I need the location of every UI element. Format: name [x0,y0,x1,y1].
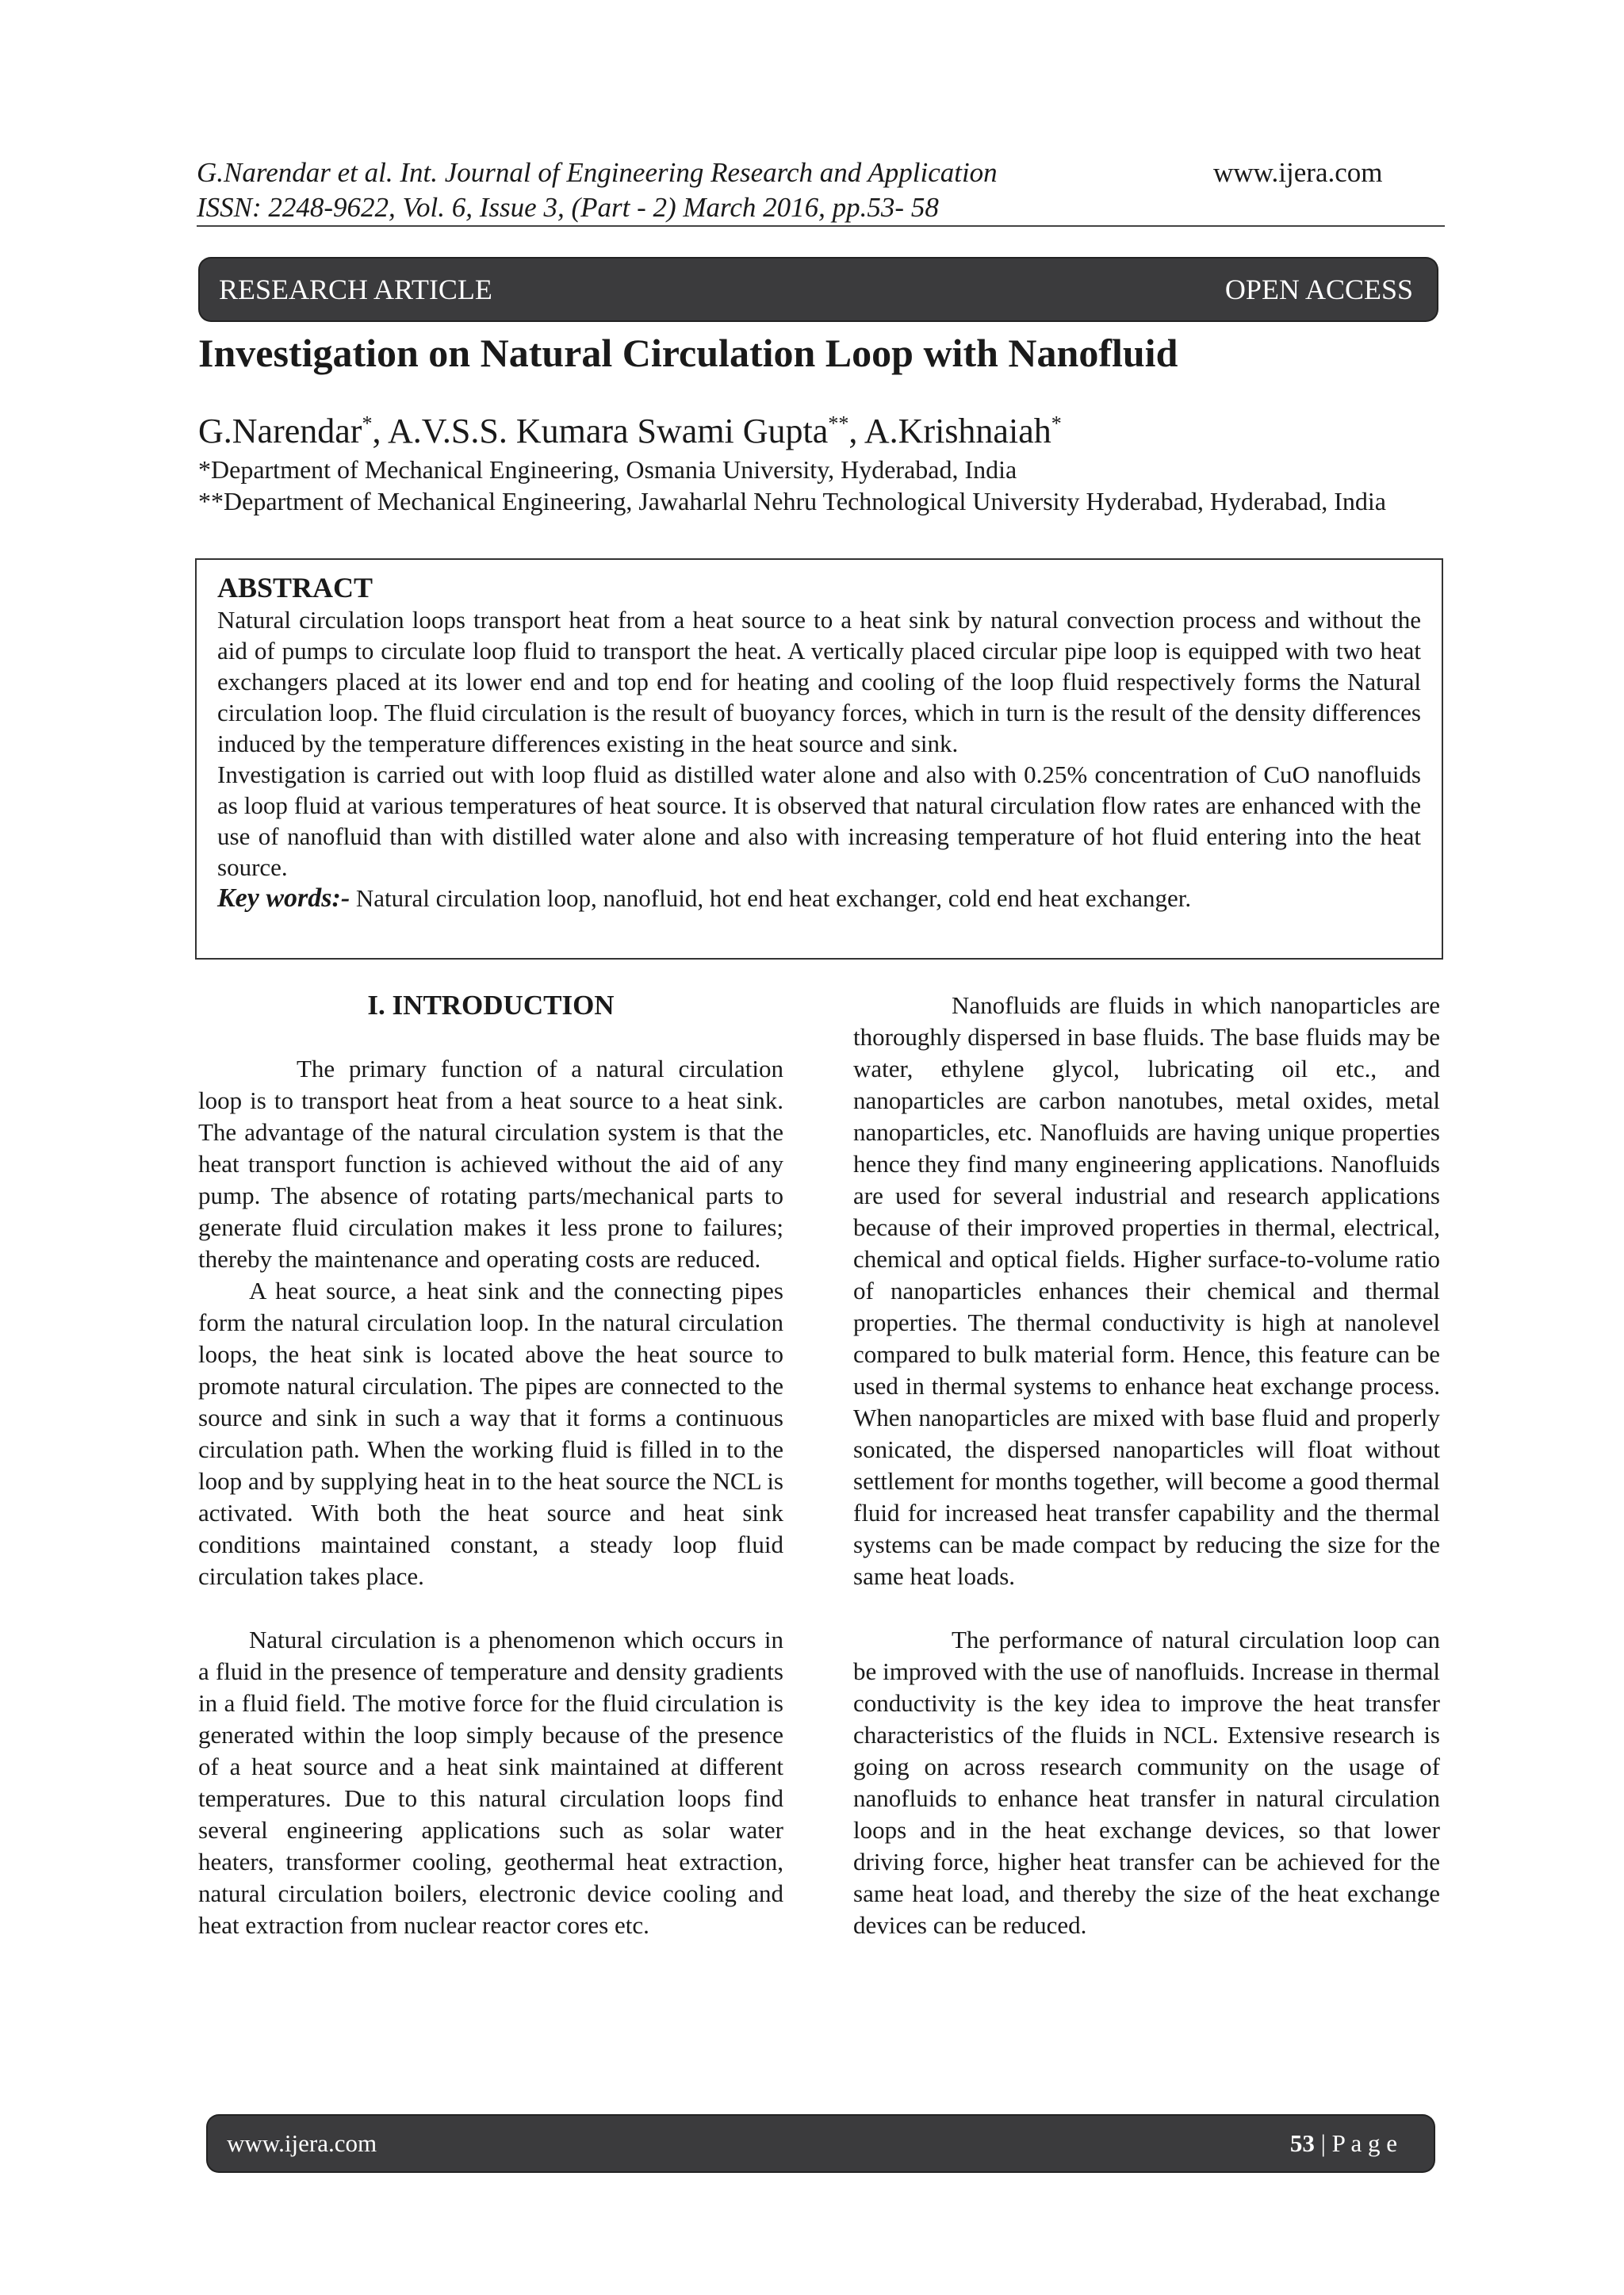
open-access-label: OPEN ACCESS [1224,274,1413,305]
affiliation-mark: * [1051,412,1062,435]
author-name: , A.Krishnaiah [848,412,1051,450]
keywords-label: Key words:- [217,883,350,913]
author-name: , A.V.S.S. Kumara Swami Gupta [372,412,829,450]
page-number-label [1290,2128,1397,2159]
body-paragraph: Natural circulation is a phenomenon which occurs in a fluid in the presence of temperature and density gradients in a fluid field. The motive force for the fluid circulation is generated within the loop simply because of the presence of a heat source and a heat sink maintained at different temperatures. Due to this natural circulation loops find several engineering applications such as solar water heaters, transformer cooling, geothermal heat extraction, natural circulation boilers, electronic device cooling and heat extraction from nuclear reactor cores etc. [198,1626,783,1939]
keywords-line [217,883,1421,914]
keywords-text: Natural circulation loop, nanofluid, hot end heat exchanger, cold end heat exchanger. [350,884,1192,912]
issn-line: ISSN: 2248-9622, Vol. 6, Issue 3, (Part - 2) March 2016, pp.53- 58 [197,192,939,223]
research-article-label: RESEARCH ARTICLE [219,274,492,305]
page-footer [208,2116,1434,2171]
affiliation-mark: ** [828,412,849,435]
body-paragraph: The primary function of a natural circulation loop is to transport heat from a heat source to a heat sink. The advantage of the natural circulation system is that the heat transport function is achieved without the aid of any pump. The absence of rotating parts/mechanical parts to generate fluid circulation makes it less prone to failures; thereby the maintenance and operating costs are reduced. [198,1055,783,1273]
author-name: G.Narendar [198,412,362,450]
affiliation-mark: * [362,412,373,435]
article-type-banner [200,259,1437,320]
abstract-paragraph: Natural circulation loops transport heat from a heat source to a heat sink by natural convection process and without the aid of pumps to circulate loop fluid to transport the heat. A vertically placed circular pipe loop is equipped with two heat exchangers placed at its lower end and top end for heating and cooling of the loop fluid respectively forms the Natural circulation loop. The fluid circulation is the result of buoyancy forces, which in turn is the result of the density differences induced by the temperature differences existing in the heat source and sink. [217,606,1421,757]
abstract-body [217,604,1421,914]
abstract-box [195,558,1443,960]
footer-website-link[interactable]: www.ijera.com [227,2129,377,2157]
abstract-heading: ABSTRACT [217,572,373,603]
body-paragraph: The performance of natural circulation loop can be improved with the use of nanofluids. Increase in thermal conductivity is the key idea to improve the heat transfer characteristics of the fluids in NCL. Extensive research is going on across research community on the usage of nanofluids to enhance heat transfer in natural circulation loops and in the heat exchange devices, so that lower driving force, higher heat transfer can be achieved for the same heat load, and thereby the size of the heat exchange devices can be reduced. [853,1626,1440,1939]
page-label: | P a g e [1314,2129,1397,2157]
abstract-paragraph: Investigation is carried out with loop fluid as distilled water alone and also with 0.25% concentration of CuO nanofluids as loop fluid at various temperatures of heat source. It is observed that natural circulation flow rates are enhanced with the use of nanofluid than with distilled water alone and also with increasing temperature of hot fluid entering into the heat source. [217,761,1421,881]
affiliations [198,454,1443,517]
author-list [198,409,1062,454]
page-number: 53 [1289,2129,1315,2157]
header-divider [197,225,1445,227]
header-website-link[interactable]: www.ijera.com [1213,157,1383,188]
right-column [853,990,1440,1941]
journal-citation: G.Narendar et al. Int. Journal of Engineering Research and Application [197,157,998,188]
affiliation-2: **Department of Mechanical Engineering, Jawaharlal Nehru Technological University Hyderabad, Hyderabad, India [198,487,1386,515]
left-column [198,988,783,1941]
body-paragraph: A heat source, a heat sink and the connecting pipes form the natural circulation loop. In the natural circulation loops, the heat sink is located above the heat source to promote natural circulation. The pipes are connected to the source and sink in such a way that it forms a continuous circulation path. When the working fluid is filled in to the loop and by supplying heat in to the heat source the NCL is activated. With both the heat source and heat sink conditions maintained constant, a steady loop fluid circulation takes place. [198,1277,783,1590]
body-paragraph: Nanofluids are fluids in which nanoparticles are thoroughly dispersed in base fluids. The base fluids may be water, ethylene glycol, lubricating oil etc., and nanoparticles are carbon nanotubes, metal oxides, metal nanoparticles, etc. Nanofluids are having unique properties hence they find many engineering applications. Nanofluids are used for several industrial and research applications because of their improved properties in thermal, electrical, chemical and optical fields. Higher surface-to-volume ratio of nanoparticles enhances their chemical and thermal properties. The thermal conductivity is high at nanolevel compared to bulk material form. Hence, this feature can be used in thermal systems to enhance heat exchange process. When nanoparticles are mixed with base fluid and properly sonicated, the dispersed nanoparticles will float without settlement for months together, will become a good thermal fluid for increased heat transfer capability and the thermal systems can be made compact by reducing the size for the same heat loads. [853,991,1440,1590]
paper-title: Investigation on Natural Circulation Loop with Nanofluid [198,331,1178,375]
introduction-heading: I. INTRODUCTION [367,990,615,1021]
affiliation-1: *Department of Mechanical Engineering, Osmania University, Hyderabad, India [198,455,1017,484]
